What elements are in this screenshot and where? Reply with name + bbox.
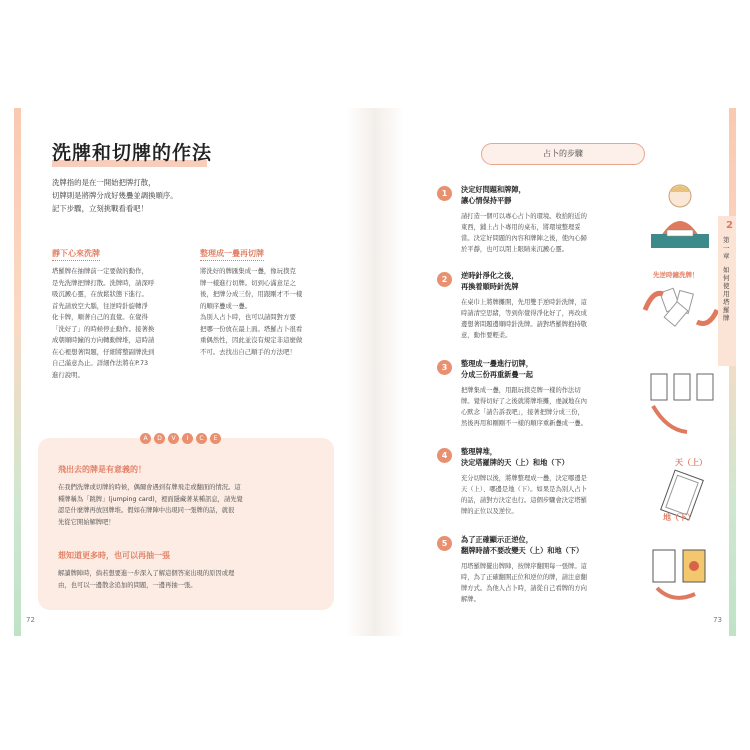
- chapter-label: 第一章: [723, 236, 730, 260]
- advice-letter: V: [168, 433, 179, 444]
- intro-text: 洗牌指的是在一開始把牌打散， 切牌則是將牌分成好幾疊並調換順序。 記下步驟，立刻挑戰看看吧！: [52, 178, 178, 213]
- step-heading: 整理成一疊進行切牌， 分成三份再重新疊一起: [461, 359, 533, 379]
- illustration-shuffling-cards: [641, 270, 721, 340]
- page-number-right: 73: [713, 616, 722, 624]
- book-spread: [14, 108, 736, 636]
- right-edge-stripe: [729, 108, 736, 636]
- step-number: 2: [437, 272, 452, 287]
- earth-label: 地（下）: [663, 513, 695, 522]
- heaven-label: 天（上）: [675, 458, 707, 467]
- page-title: 洗牌和切牌的作法: [52, 142, 213, 164]
- advice-letter: A: [140, 433, 151, 444]
- section-heading-cut: 整理成一疊再切牌: [200, 248, 264, 261]
- advice-letter: C: [196, 433, 207, 444]
- illustration-three-piles: [647, 370, 717, 440]
- advice-letter: D: [154, 433, 165, 444]
- right-page: [375, 108, 736, 636]
- illustration-meditating-person: [647, 178, 713, 258]
- step-number: 3: [437, 360, 452, 375]
- shuffle-label: 先逆時鐘洗牌！: [653, 271, 699, 279]
- step-heading: 逆時針淨化之後， 再換着順時針洗牌: [461, 271, 519, 291]
- step-text: 用塔羅牌擺出牌陣，按牌序翻開每一張牌。這 時，為了正確翻開正位和逆位的牌，請注意翻 牌方式。為他人占卜時，請從自己看牌的方向 解牌。: [461, 563, 587, 603]
- step-heading: 整理牌堆， 決定塔羅牌的天（上）和地（下）: [461, 447, 569, 467]
- step-heading: 為了正確顯示正逆位， 翻牌時請不要改變天（上）和地（下）: [461, 535, 584, 555]
- advice-heading-extra-card: 想知道更多時，也可以再抽一張: [58, 551, 170, 560]
- step-number: 5: [437, 536, 452, 551]
- section-text-cut: 將洗好的牌匯集成一疊，像玩撲克 牌一樣進行切牌。切到心滿意足之 後，把牌分成三份，用跟剛才不一樣 的順序疊成一疊。 為別人占卜時，也可以請問對方要 把哪一份放在最上面。塔羅占卜很看 重偶然性，因此並沒有規定非這麼做 不可。去找出自己順手的方法吧！: [200, 267, 303, 356]
- left-page: [14, 108, 375, 636]
- advice-letter: E: [210, 433, 221, 444]
- page-number-left: 72: [26, 616, 35, 624]
- step-number: 4: [437, 448, 452, 463]
- step-text: 充分切牌以後，將牌整理成一疊，決定哪邊是 天（上）、哪邊是地（下）。如果是為別人占卜 的話，請對方決定也行。這個步驟會決定塔羅 牌的正位以及逆位。: [461, 475, 587, 515]
- step-heading: 決定好問題和牌陣， 讓心情保持平靜: [461, 185, 526, 205]
- advice-letter: I: [182, 433, 193, 444]
- left-edge-stripe: [14, 108, 21, 636]
- advice-text-extra-card: 解讀牌陣時，倘若想要進一步深入了解這個答案出現的原因或理 由，也可以一邊散念追加的問題，一邊再抽一張。: [58, 570, 235, 589]
- section-heading-shuffle: 靜下心來洗牌: [52, 248, 100, 261]
- step-text: 請打造一個可以專心占卜的環境。收拾附近的 東西，鋪上占卜專用的桌布，將環境整理妥 當。決定好問題的內容和牌陣之後，使內心歸 於平靜，也可以閉上眼睛來沉澱心靈。: [461, 213, 587, 253]
- advice-heading-jumping-card: 飛出去的牌是有意義的！: [58, 465, 146, 474]
- section-text-shuffle: 塔羅牌在抽牌前一定要做的動作， 是先洗牌把牌打散。洗牌時，請深呼 吸沉澱心靈，在放鬆狀態下進行。 首先請放空大腦，往逆時針旋轉淨 化卡牌，順著自己的直覺。在覺得 「洗好了」的時候停止動作。接著換 成朝順時鐘的方向轉動牌堆，這時請 在心裡想著問題，仔細將整副牌洗到 自己滿意為止。詳細作法將在P.73 進行說明。: [52, 267, 155, 379]
- steps-header: 占卜的步驟: [481, 143, 645, 165]
- chapter-number: 2: [726, 220, 733, 231]
- step-text: 在桌巾上將牌攤開，先用雙手逆時針洗牌，這 時請清空思緒，等到你覺得淨化好了，再改成 邊想著問題邊順時針洗牌。請對塔羅牌抱持敬 意，動作要輕柔。: [461, 299, 587, 339]
- illustration-flipping-card: [647, 544, 717, 606]
- step-number: 1: [437, 186, 452, 201]
- chapter-title: 如何使用塔羅牌: [723, 266, 730, 322]
- advice-badge: [140, 433, 221, 444]
- advice-text-jumping-card: 在我們洗牌或切牌的時候，偶爾會遇到有牌飛走或翻面的情況。這 種牌稱為「跳牌」(jumping card)，裡面隱藏著某種訊息，請先覺 認是什麼牌再放回牌堆。假如在牌陣中出現同一張牌的話，就很 先從它開始解牌吧！: [58, 484, 243, 526]
- step-text: 把牌集成一疊，用跟玩撲克牌一樣的作法切 牌。覺得切好了之後就將牌堆攤，虔誠地在內 心默念「請告訴我吧」，接著把牌分成三份， 然後再用和剛剛不一樣的順序重新疊成一疊。: [461, 387, 587, 427]
